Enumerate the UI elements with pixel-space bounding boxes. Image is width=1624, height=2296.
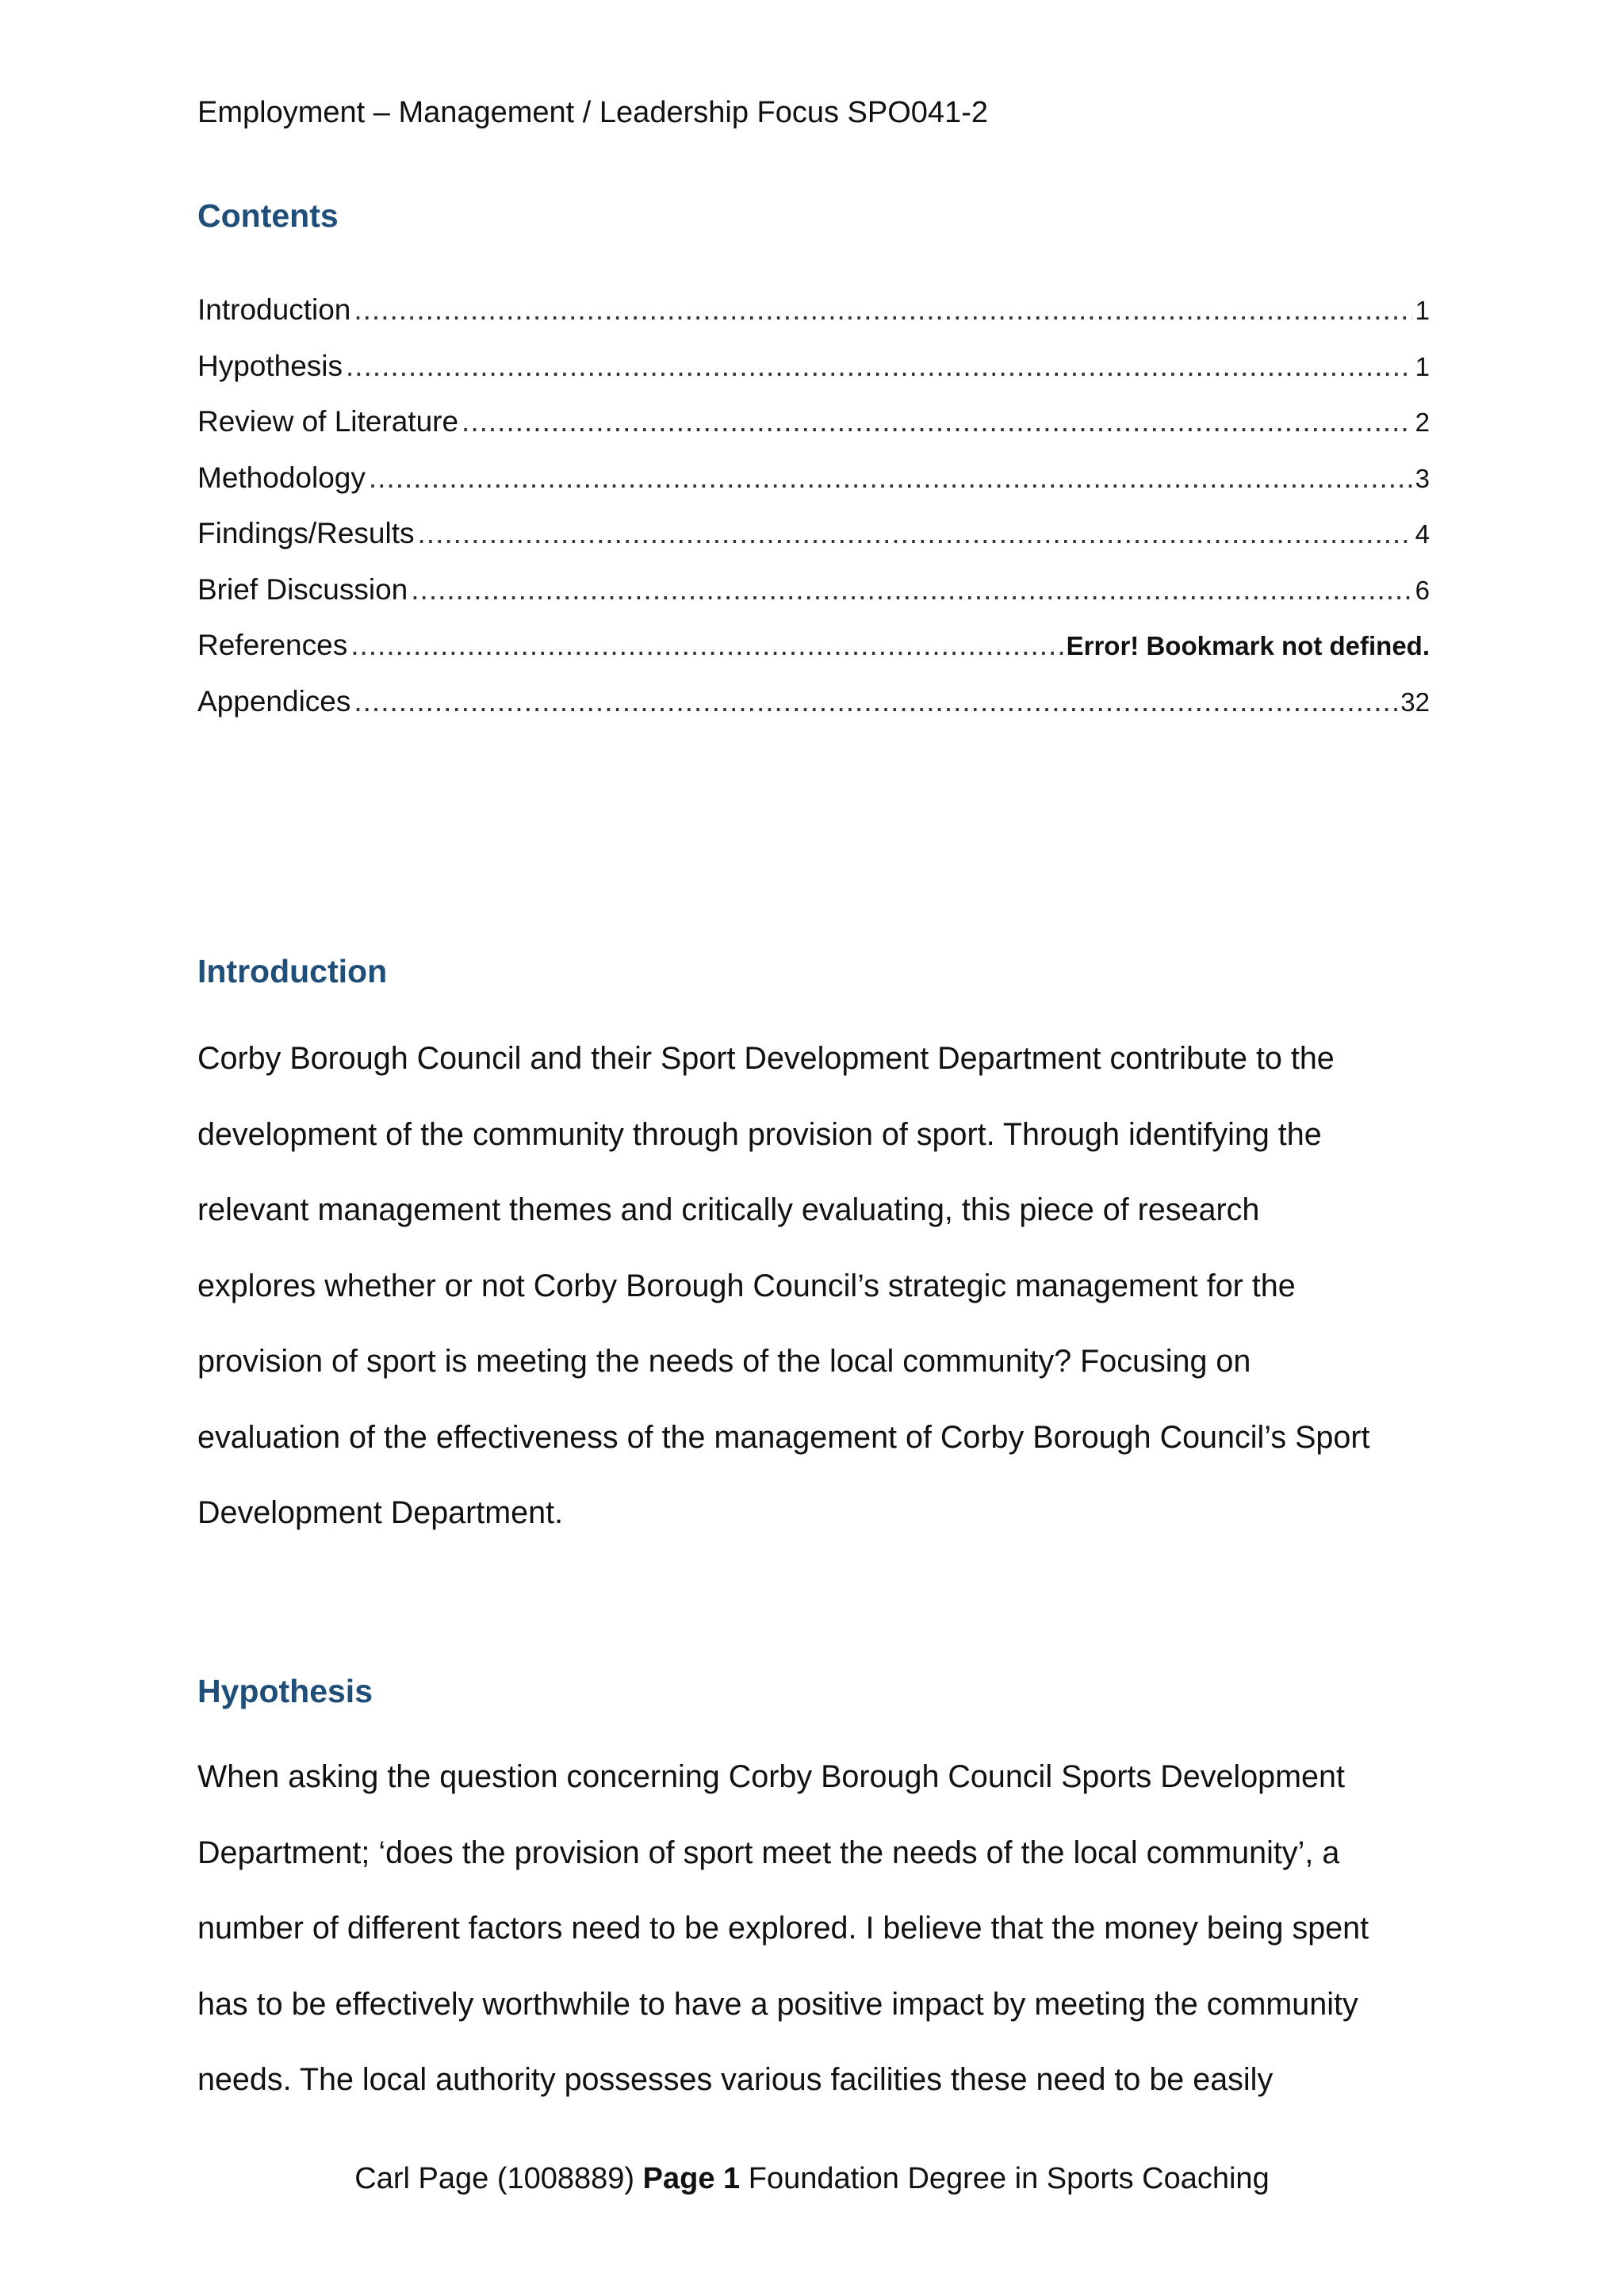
paragraph-line: Development Department.	[197, 1495, 564, 1530]
toc-entry-label: References	[197, 629, 348, 661]
toc-entry-introduction[interactable]	[197, 292, 1430, 348]
footer-author: Carl Page (1008889)	[354, 2162, 635, 2195]
toc-entry-references[interactable]	[197, 627, 1430, 683]
toc-entry-page: 1	[1415, 296, 1430, 325]
toc-entry-label: Brief Discussion	[197, 572, 408, 606]
toc-leader-dots	[411, 572, 1411, 608]
toc-entry-appendices[interactable]	[197, 683, 1430, 740]
toc-entry-page: 32	[1400, 687, 1430, 717]
toc-entry-label: Hypothesis	[197, 349, 343, 382]
toc-leader-dots	[462, 404, 1412, 440]
toc-leader-dots	[350, 627, 1063, 664]
toc-entry-hypothesis[interactable]	[197, 348, 1430, 404]
introduction-heading: Introduction	[197, 953, 388, 989]
contents-heading: Contents	[197, 197, 339, 234]
toc-entry-page: 4	[1415, 519, 1430, 549]
paragraph-line: provision of sport is meeting the needs of the local community? Focusing on	[197, 1344, 1251, 1379]
toc-entry-page: 3	[1415, 463, 1430, 493]
toc-entry-page: 1	[1415, 351, 1430, 381]
running-header: Employment – Management / Leadership Focus SPO041-2	[197, 96, 988, 129]
paragraph-line: evaluation of the effectiveness of the management of Corby Borough Council’s Sport	[197, 1419, 1370, 1455]
toc-entry-page: 6	[1415, 575, 1430, 605]
introduction-paragraph	[197, 1021, 1434, 1552]
page-footer	[0, 2160, 1624, 2198]
table-of-contents	[197, 292, 1430, 739]
toc-entry-methodology[interactable]	[197, 460, 1430, 516]
toc-entry-label: Findings/Results	[197, 517, 415, 549]
paragraph-line: needs. The local authority possesses various facilities these need to be easily	[197, 2062, 1274, 2097]
paragraph-line: development of the community through provision of sport. Through identifying the	[197, 1116, 1322, 1152]
toc-leader-dots	[369, 460, 1412, 496]
paragraph-line: relevant management themes and critically evaluating, this piece of research	[197, 1192, 1260, 1227]
toc-entry-label: Review of Literature	[197, 405, 459, 438]
paragraph-line: has to be effectively worthwhile to have a positive impact by meeting the community	[197, 1986, 1358, 2022]
toc-entry-page-error: Error! Bookmark not defined.	[1066, 631, 1430, 660]
paragraph-line: Department; ‘does the provision of sport meet the needs of the local community’, a	[197, 1835, 1340, 1870]
footer-page-number: Page 1	[642, 2162, 741, 2195]
toc-leader-dots	[346, 348, 1412, 385]
toc-entry-brief-discussion[interactable]	[197, 572, 1430, 628]
toc-entry-label: Appendices	[197, 684, 351, 718]
hypothesis-heading: Hypothesis	[197, 1673, 373, 1709]
paragraph-line: When asking the question concerning Corby Borough Council Sports Development	[197, 1759, 1345, 1794]
toc-entry-label: Introduction	[197, 293, 351, 326]
paragraph-line: Corby Borough Council and their Sport Development Department contribute to the	[197, 1041, 1335, 1076]
footer-course: Foundation Degree in Sports Coaching	[748, 2162, 1270, 2195]
toc-entry-label: Methodology	[197, 461, 366, 494]
toc-leader-dots	[354, 292, 1411, 328]
paragraph-line: number of different factors need to be explored. I believe that the money being spent	[197, 1911, 1369, 1946]
toc-entry-page: 2	[1415, 408, 1430, 437]
toc-entry-review-of-literature[interactable]	[197, 404, 1430, 460]
paragraph-line: explores whether or not Corby Borough Council’s strategic management for the	[197, 1268, 1296, 1303]
hypothesis-paragraph	[197, 1739, 1434, 2118]
toc-leader-dots	[418, 515, 1412, 552]
toc-leader-dots	[354, 683, 1397, 720]
toc-entry-findings-results[interactable]	[197, 515, 1430, 572]
